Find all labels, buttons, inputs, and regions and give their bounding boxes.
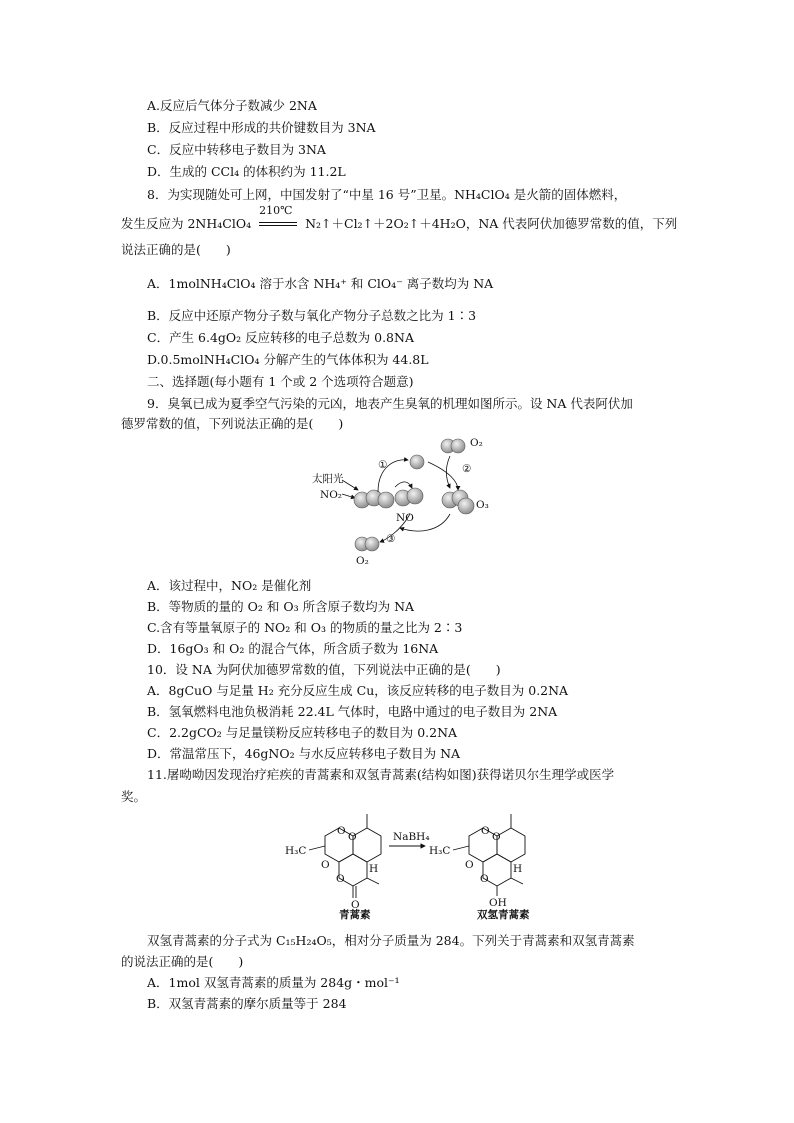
q8-equation-left: 发生反应为 2NH₄ClO₄ xyxy=(121,216,252,231)
o2-top-atom2 xyxy=(451,439,465,453)
sunlight-arrow xyxy=(342,480,358,490)
q7-option-d: D．生成的 CCl₄ 的体积约为 11.2L xyxy=(147,164,346,179)
dihydroartemisinin-caption: 双氢青蒿素 xyxy=(477,909,530,921)
artemisinin-h: H xyxy=(369,863,379,875)
artemisinin-o4: O xyxy=(336,873,345,885)
q8-stem-line2 xyxy=(121,204,678,233)
q10-option-d: D．常温常压下，46gNO₂ 与水反应转移电子数目为 NA xyxy=(147,746,461,761)
q9-option-d: D．16gO₃ 和 O₂ 的混合气体，所含质子数为 16NA xyxy=(147,641,439,656)
q7-option-a: A.反应后气体分子数减少 2NA xyxy=(147,98,317,113)
dha-o4: O xyxy=(480,873,489,885)
q8-option-b: B．反应中还原产物分子数与氧化产物分子总数之比为 1∶3 xyxy=(147,308,477,323)
q10-stem: 10．设 NA 为阿伏加德罗常数的值，下列说法中正确的是( ) xyxy=(147,662,501,677)
o2-top-label: O₂ xyxy=(470,437,483,449)
dha-oh: OH xyxy=(489,897,507,909)
dha-o1: O xyxy=(492,831,501,843)
o3-atom3 xyxy=(458,498,474,514)
q9-stem-line2: 德罗常数的值，下列说法正确的是( ) xyxy=(121,416,344,431)
q11-option-a: A．1mol 双氢青蒿素的质量为 284g・mol⁻¹ xyxy=(147,975,400,990)
q11-info-line2: 的说法正确的是( ) xyxy=(121,954,244,969)
no2-label: NO₂ xyxy=(320,489,343,501)
dha-o2: O xyxy=(481,825,490,837)
artemisinin-caption: 青蒿素 xyxy=(339,909,371,921)
q8-stem-line3: 说法正确的是( ) xyxy=(121,242,231,257)
q11-stem-line2: 奖。 xyxy=(121,789,147,804)
q9-option-a: A．该过程中，NO₂ 是催化剂 xyxy=(147,578,312,593)
artemisinin-h3c: H₃C xyxy=(285,845,307,857)
step1-label: ① xyxy=(378,459,388,471)
artemisinin-o2: O xyxy=(337,825,346,837)
q8-stem-line1: 8．为实现随处可上网，中国发射了“中星 16 号”卫星。NH₄ClO₄ 是火箭的固体燃料， xyxy=(147,187,627,202)
q8-option-d: D.0.5molNH₄ClO₄ 分解产生的气体体积为 44.8L xyxy=(147,352,429,367)
ozone-mechanism-diagram xyxy=(300,432,520,572)
q7-option-b: B．反应过程中形成的共价键数目为 3NA xyxy=(147,120,376,135)
q11-stem-line1: 11.屠呦呦因发现治疗疟疾的青蒿素和双氢青蒿素(结构如图)获得诺贝尔生理学或医学 xyxy=(147,767,615,782)
section2-heading: 二、选择题(每小题有 1 个或 2 个选项符合题意) xyxy=(147,374,414,389)
no-label: NO xyxy=(396,512,414,524)
step2-label: ② xyxy=(462,463,472,475)
q9-option-c: C.含有等量氧原子的 NO₂ 和 O₃ 的物质的量之比为 2∶3 xyxy=(147,620,463,635)
o2-bottom-atom2 xyxy=(365,537,379,551)
q8-option-a: A．1molNH₄ClO₄ 溶于水含 NH₄⁺ 和 ClO₄⁻ 离子数均为 NA xyxy=(147,276,494,291)
reagent-label: NaBH₄ xyxy=(393,831,430,843)
sunlight-label: 太阳光 xyxy=(312,473,344,485)
q8-option-c: C．产生 6.4gO₂ 反应转移的电子总数为 0.8NA xyxy=(147,330,414,345)
q10-option-c: C．2.2gCO₂ 与足量镁粉反应转移电子的数目为 0.2NA xyxy=(147,725,458,740)
artemisinin-o1: O xyxy=(348,831,357,843)
dha-o3: O xyxy=(465,859,474,871)
q11-option-b: B．双氢青蒿素的摩尔质量等于 284 xyxy=(147,996,347,1011)
q8-reaction-condition: 210℃ xyxy=(259,204,293,217)
artemisinin-o3: O xyxy=(321,859,330,871)
step3-label: ③ xyxy=(386,533,396,545)
q7-option-c: C．反应中转移电子数目为 3NA xyxy=(147,142,326,157)
q9-stem-line1: 9．臭氧已成为夏季空气污染的元凶，地表产生臭氧的机理如图所示。设 NA 代表阿伏加 xyxy=(147,396,633,411)
q10-option-a: A．8gCuO 与足量 H₂ 充分反应生成 Cu，该反应转移的电子数目为 0.2NA xyxy=(147,683,569,698)
no-atom-o xyxy=(407,488,423,504)
dha-h3c: H₃C xyxy=(429,845,451,857)
dha-h: H xyxy=(513,863,523,875)
o-atom xyxy=(410,455,424,469)
q11-info-line1: 双氢青蒿素的分子式为 C₁₅H₂₄O₅，相对分子质量为 284。下列关于青蒿素和双氢青蒿素 xyxy=(147,933,635,948)
artemisinin-structures-figure xyxy=(285,806,555,922)
q8-equation-right: N₂↑＋Cl₂↑＋2O₂↑＋4H₂O，NA 代表阿伏加德罗常数的值，下列 xyxy=(305,216,678,231)
q8-reaction-arrow xyxy=(255,204,301,233)
o3-label: O₃ xyxy=(476,499,489,511)
o2-bottom-label: O₂ xyxy=(356,555,369,567)
q10-option-b: B．氢氧燃料电池负极消耗 22.4L 气体时，电路中通过的电子数目为 2NA xyxy=(147,704,558,719)
artemisinin-carbonyl-o: O xyxy=(351,899,360,911)
q9-option-b: B．等物质的量的 O₂ 和 O₃ 所含原子数均为 NA xyxy=(147,599,415,614)
no2-atom-o2 xyxy=(378,492,394,508)
